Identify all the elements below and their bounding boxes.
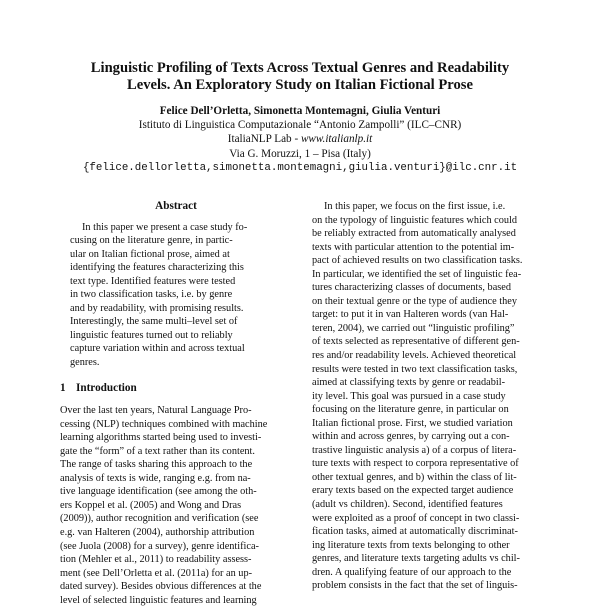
body-line: be reliably extracted from automatically analysed (312, 228, 516, 240)
author-block (40, 104, 560, 175)
intro-line: ers Koppel et al. (2005) and Wong and Dras (60, 499, 242, 511)
section-title: Introduction (76, 381, 137, 394)
abstract-line: cusing on the literature genre, in partic- (70, 235, 233, 247)
body-line: fication tasks, aimed at automatically discriminat- (312, 526, 518, 538)
abstract-line: capture variation within and across textual (70, 343, 245, 355)
body-line: teren, 2004), we carried out “linguistic profiling” (312, 322, 515, 334)
body-line: Italian fictional prose. First, we studied variation (312, 417, 513, 429)
body-line: of texts selected as representative of different gen- (312, 336, 520, 348)
body-line: res and/or readability levels. Achieved theoretical (312, 350, 517, 362)
intro-line: gate the “form” of a text rather than its content. (60, 445, 255, 457)
title-line: Levels. An Exploratory Study on Italian Fictional Prose (127, 77, 473, 93)
intro-line: (2009)), author recognition and verification (see (60, 513, 259, 525)
body-line: aimed at classifying texts by genre or readabil- (312, 377, 505, 389)
intro-line: analysis of texts is wide, ranging e.g. from na- (60, 472, 251, 484)
body-line: ture texts with respect to corpora representative of (312, 458, 519, 470)
body-line: problem consists in the fact that the set of linguis- (312, 580, 518, 592)
body-line: tures characterizing classes of documents, based (312, 282, 511, 294)
body-line: within and across genres, by carrying out a con- (312, 431, 510, 443)
abstract-line: In this paper we present a case study fo- (82, 221, 248, 233)
body-line: (adult vs children). Second, identified features (312, 499, 503, 511)
left-column (60, 200, 292, 607)
body-line: focusing on the literature genre, in particular on (312, 404, 509, 416)
body-line: erary texts based on the expected target audience (312, 485, 514, 497)
author-names: Felice Dell’Orletta, Simonetta Montemagni, Giulia Venturi (159, 105, 441, 117)
author-address: Via G. Moruzzi, 1 – Pisa (Italy) (229, 147, 371, 160)
abstract-heading: Abstract (155, 200, 197, 212)
intro-line: tive language identification (see among the oth- (60, 486, 257, 498)
body-line: were exploited as a proof of concept in two classi- (312, 512, 520, 524)
intro-line: The range of tasks sharing this approach to the (60, 459, 253, 471)
body-line: target: to put it in van Halteren words (van Hal- (312, 309, 509, 321)
author-lab (40, 132, 560, 146)
intro-line: dated survey). Besides obvious differences at the (60, 581, 262, 593)
section-heading-introduction (60, 382, 292, 396)
intro-line: level of selected linguistic features and learning (60, 594, 257, 606)
abstract-line: text type. Identified features were tested (70, 275, 236, 287)
abstract-line: and by readability, with promising results. (70, 302, 244, 314)
body-line: on the typology of linguistic features which could (312, 214, 518, 226)
intro-line: ment (see Dell’Orletta et al. (2011a) for an up- (60, 567, 253, 579)
paper-title (60, 60, 540, 94)
body-line: ing literature texts from texts belonging to other (312, 539, 510, 551)
body-line: ity level. This goal was pursued in a case study (312, 390, 506, 402)
abstract-line: in two classification tasks, i.e. by genre (70, 289, 233, 301)
lab-url: www.italianlp.it (300, 133, 373, 146)
body-line: trastive linguistic analysis a) of a corpus of litera- (312, 444, 517, 456)
intro-line: learning algorithms started being used to investi- (60, 432, 262, 444)
intro-line: (see Juola (2008) for a survey), genre identifica- (60, 540, 259, 552)
intro-line: e.g. van Halteren (2004), authorship attribution (60, 527, 255, 539)
body-line: dren. A qualifying feature of our approach to the (312, 566, 512, 578)
body-line: other textual genres, and b) within the class of lit- (312, 471, 517, 483)
lab-prefix: ItaliaNLP Lab - (227, 133, 301, 146)
introduction-body (60, 404, 292, 607)
abstract-line: genres. (70, 357, 100, 369)
body-line: In particular, we identified the set of linguistic fea- (312, 268, 522, 280)
title-line: Linguistic Profiling of Texts Across Textual Genres and Readability (90, 60, 510, 76)
section-number: 1 (60, 381, 66, 394)
abstract-line: linguistic features turned out to reliably (70, 329, 233, 341)
body-line: texts with particular attention to the potential im- (312, 241, 515, 253)
author-institute: Istituto di Linguistica Computazionale “Antonio Zampolli” (ILC–CNR) (138, 119, 462, 132)
body-line: results were tested in two text classification tasks, (312, 363, 518, 375)
body-line: In this paper, we focus on the first issue, i.e. (324, 201, 506, 212)
author-emails: {felice.dellorletta,simonetta.montemagni,giulia.venturi}@ilc.cnr.it (82, 161, 518, 174)
right-column (312, 200, 544, 593)
abstract-line: Interestingly, the same multi–level set of (70, 316, 238, 328)
body-line: genres, and literature texts targeting adults vs chil- (312, 553, 520, 565)
intro-line: tion (Mehler et al., 2011) to readability assess- (60, 554, 252, 566)
body-line: on their textual genre or the type of audience they (312, 295, 517, 307)
abstract-line: ular on Italian fictional prose, aimed at (70, 248, 230, 260)
intro-line: Over the last ten years, Natural Language Pro- (60, 405, 252, 417)
intro-line: cessing (NLP) techniques combined with machine (60, 418, 268, 430)
abstract-line: identifying the features characterizing this (70, 262, 244, 274)
body-line: pact of achieved results on two classification tasks. (312, 255, 523, 267)
abstract-body (60, 221, 292, 370)
